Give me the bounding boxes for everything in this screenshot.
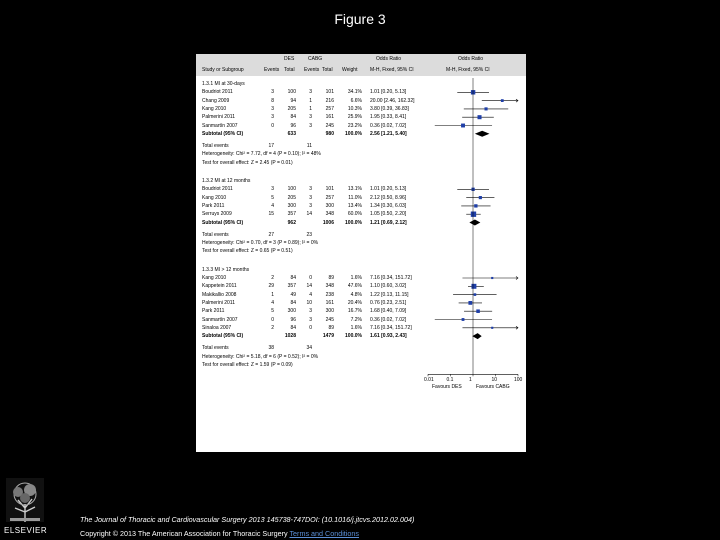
total-cabg: 245 [325, 122, 334, 129]
weight-value: 6.6% [350, 97, 362, 104]
x-tick-label: 1 [469, 377, 472, 384]
study-name: Kang 2010 [202, 105, 227, 112]
events-cabg: 3 [309, 316, 312, 323]
subtotal-diamond [475, 131, 490, 137]
study-name: Kang 2010 [202, 275, 227, 281]
study-name: Park 2011 [202, 202, 225, 209]
subtotal-weight: 100.0% [345, 130, 362, 137]
subtotal-ci: 2.56 [1.21, 5.40] [370, 130, 407, 137]
total-cabg: 348 [325, 211, 334, 218]
total-des: 84 [290, 275, 296, 281]
events-cabg: 1 [309, 105, 312, 112]
events-des: 2 [271, 275, 274, 281]
point-estimate-marker [478, 115, 482, 119]
study-name: Sanmartín 2007 [202, 122, 238, 129]
total-cabg: 348 [325, 283, 334, 290]
odds-ratio-ci: 3.80 [0.39, 36.83] [370, 105, 409, 112]
subtotal-diamond [469, 220, 480, 226]
total-events-label: Total events [202, 231, 229, 238]
weight-value: 20.4% [347, 299, 362, 306]
events-des: 0 [271, 316, 274, 323]
subgroup-heading: 1.3.2 MI at 12 months [202, 178, 251, 184]
total-des: 96 [290, 122, 296, 129]
point-estimate-marker [491, 327, 493, 329]
point-estimate-marker [461, 124, 465, 128]
events-des: 15 [268, 211, 274, 218]
total-cabg: 300 [325, 308, 334, 315]
study-name: Kang 2010 [202, 194, 227, 201]
point-estimate-marker [462, 318, 465, 321]
copyright-text: Copyright © 2013 The American Association for Thoracic Surgery [80, 529, 288, 538]
study-name: Sinaloa 2007 [202, 324, 232, 331]
subtotal-total-cabg: 1479 [322, 333, 334, 340]
events-cabg: 3 [309, 202, 312, 209]
subtotal-total-des: 1028 [284, 333, 296, 340]
total-cabg: 89 [328, 324, 334, 331]
events-cabg: 3 [309, 122, 312, 129]
total-events-des: 38 [268, 345, 274, 352]
heterogeneity-text: Heterogeneity: Chi² = 7.72, df = 4 (P = 0.10); I² = 48% [202, 151, 321, 158]
events-des: 0 [271, 122, 274, 129]
events-cabg: 3 [309, 89, 312, 96]
weight-value: 47.6% [347, 283, 362, 290]
x-tick-label: 0.01 [424, 377, 434, 384]
header-total-cabg: Total [322, 67, 333, 73]
x-tick-label: 100 [514, 377, 523, 384]
events-des: 8 [271, 97, 274, 104]
odds-ratio-ci: 1.68 [0.40, 7.09] [370, 308, 407, 315]
total-cabg: 257 [325, 105, 334, 112]
odds-ratio-ci: 1.95 [0.33, 8.41] [370, 114, 407, 121]
subgroup-heading: 1.3.3 MI > 12 months [202, 266, 250, 273]
header-weight: Weight [342, 67, 358, 73]
events-cabg: 0 [309, 324, 312, 331]
header-mh-text: M-H, Fixed, 95% CI [370, 67, 414, 73]
citation-text: The Journal of Thoracic and Cardiovascular Surgery 2013 145738-747DOI: (10.1016/j.jtcvs.2012.02.004) [80, 515, 415, 524]
events-cabg: 10 [306, 299, 312, 306]
weight-value: 25.9% [347, 114, 362, 121]
total-des: 100 [287, 89, 296, 96]
total-des: 96 [290, 316, 296, 323]
events-cabg: 4 [309, 291, 312, 298]
point-estimate-marker [484, 107, 487, 110]
heterogeneity-text: Heterogeneity: Chi² = 0.70, df = 3 (P = 0.89); I² = 0% [202, 240, 319, 247]
events-cabg: 3 [309, 114, 312, 121]
header-study: Study or Subgroup [202, 67, 244, 73]
subtotal-label: Subtotal (95% CI) [202, 130, 244, 137]
weight-value: 13.1% [347, 186, 362, 193]
weight-value: 60.0% [347, 211, 362, 218]
total-des: 100 [287, 186, 296, 193]
study-name: Park 2011 [202, 308, 225, 315]
header-events-cabg: Events [304, 67, 320, 73]
total-des: 300 [287, 202, 296, 209]
events-cabg: 0 [309, 275, 312, 281]
study-name: Serruys 2009 [202, 211, 232, 218]
subtotal-total-des: 633 [287, 130, 296, 137]
subtotal-ci: 1.21 [0.69, 2.12] [370, 219, 407, 226]
favours-des-label: Favours DES [432, 384, 462, 391]
point-estimate-marker [479, 196, 482, 199]
subtotal-weight: 100.0% [345, 219, 362, 226]
overall-effect-text: Test for overall effect: Z = 2.45 (P = 0.01) [202, 159, 293, 166]
point-estimate-marker [471, 212, 476, 217]
events-des: 3 [271, 186, 274, 193]
header-odds-ratio-text: Odds Ratio [376, 56, 402, 62]
weight-value: 1.6% [350, 275, 362, 281]
header-total-des: Total [284, 67, 295, 73]
odds-ratio-ci: 0.36 [0.02, 7.02] [370, 316, 407, 323]
weight-value: 7.2% [350, 316, 362, 323]
total-events-des: 27 [268, 231, 274, 238]
total-des: 357 [287, 211, 296, 218]
weight-value: 34.1% [347, 89, 362, 96]
odds-ratio-ci: 20.00 [2.46, 162.32] [370, 97, 415, 104]
total-des: 84 [290, 324, 296, 331]
subgroup-heading: 1.3.1 MI at 30-days [202, 81, 245, 87]
odds-ratio-ci: 1.22 [0.13, 11.15] [370, 291, 409, 298]
favours-cabg-label: Favours CABG [476, 384, 510, 391]
subtotal-diamond [472, 333, 481, 339]
events-des: 4 [271, 299, 274, 306]
odds-ratio-ci: 1.34 [0.30, 6.03] [370, 202, 407, 209]
header-mh-plot: M-H, Fixed, 95% CI [446, 67, 490, 73]
total-des: 84 [290, 299, 296, 306]
odds-ratio-ci: 1.01 [0.20, 5.13] [370, 186, 407, 193]
elsevier-logo-text: ELSEVIER [4, 526, 48, 535]
events-des: 29 [268, 283, 274, 290]
total-des: 205 [287, 105, 296, 112]
overall-effect-text: Test for overall effect: Z = 0.65 (P = 0.51) [202, 248, 293, 255]
total-cabg: 216 [325, 97, 334, 104]
events-des: 1 [271, 291, 274, 298]
header-events-des: Events [264, 67, 280, 73]
subtotal-ci: 1.61 [0.93, 2.43] [370, 333, 407, 340]
total-cabg: 101 [325, 89, 334, 96]
total-des: 357 [287, 283, 296, 290]
x-tick-label: 10 [491, 377, 498, 384]
events-des: 2 [271, 324, 274, 331]
total-cabg: 161 [325, 114, 334, 121]
point-estimate-marker [471, 284, 476, 289]
odds-ratio-ci: 0.36 [0.02, 7.02] [370, 122, 407, 129]
weight-value: 13.4% [347, 202, 362, 209]
heterogeneity-text: Heterogeneity: Chi² = 5.18, df = 6 (P = 0.52); I² = 0% [202, 353, 319, 360]
weight-value: 4.8% [350, 291, 362, 298]
total-events-label: Total events [202, 143, 229, 150]
study-name: Sanmartín 2007 [202, 316, 238, 323]
terms-link[interactable]: Terms and Conditions [289, 529, 359, 538]
study-name: Kappetein 2011 [202, 283, 237, 290]
header-des: DES [284, 56, 295, 62]
total-cabg: 245 [325, 316, 334, 323]
odds-ratio-ci: 1.10 [0.60, 3.02] [370, 283, 407, 290]
subtotal-total-des: 962 [287, 219, 296, 226]
events-cabg: 14 [306, 283, 312, 290]
point-estimate-marker [474, 293, 477, 296]
total-cabg: 257 [325, 194, 334, 201]
odds-ratio-ci: 7.16 [0.34, 151.72] [370, 275, 412, 281]
total-cabg: 238 [325, 291, 334, 298]
odds-ratio-ci: 1.01 [0.20, 5.13] [370, 89, 407, 96]
study-name: Boudriot 2011 [202, 89, 233, 96]
weight-value: 23.2% [347, 122, 362, 129]
study-name: Chang 2009 [202, 97, 230, 104]
point-estimate-marker [468, 301, 472, 305]
events-cabg: 1 [309, 97, 312, 104]
total-events-cabg: 23 [306, 231, 312, 238]
total-des: 205 [287, 194, 296, 201]
forest-plot-figure [196, 54, 526, 452]
total-events-des: 17 [268, 143, 274, 150]
figure-title: Figure 3 [334, 11, 386, 27]
total-cabg: 161 [325, 299, 334, 306]
total-cabg: 101 [325, 186, 334, 193]
odds-ratio-ci: 2.12 [0.50, 8.96] [370, 194, 407, 201]
citation-line [80, 515, 414, 524]
events-des: 5 [271, 194, 274, 201]
weight-value: 10.3% [347, 105, 362, 112]
subtotal-total-cabg: 1006 [322, 219, 334, 226]
weight-value: 11.0% [348, 194, 362, 201]
odds-ratio-ci: 1.05 [0.50, 2.20] [370, 211, 407, 218]
point-estimate-marker [474, 204, 477, 207]
events-cabg: 3 [309, 308, 312, 315]
subtotal-label: Subtotal (95% CI) [202, 219, 244, 226]
total-cabg: 300 [325, 202, 334, 209]
total-events-label: Total events [202, 345, 229, 352]
events-cabg: 3 [309, 186, 312, 193]
total-des: 84 [290, 114, 296, 121]
events-des: 3 [271, 105, 274, 112]
header-odds-ratio-plot: Odds Ratio [458, 56, 484, 62]
point-estimate-marker [491, 277, 493, 279]
copyright-line [80, 529, 359, 538]
odds-ratio-ci: 0.76 [0.23, 2.51] [370, 299, 407, 306]
total-events-cabg: 11 [306, 143, 312, 150]
subtotal-weight: 100.0% [345, 333, 362, 340]
events-des: 5 [271, 308, 274, 315]
events-cabg: 14 [306, 211, 312, 218]
overall-effect-text: Test for overall effect: Z = 1.59 (P = 0.09) [202, 362, 293, 368]
events-des: 3 [271, 89, 274, 96]
events-des: 4 [271, 202, 274, 209]
total-des: 300 [287, 308, 296, 315]
subtotal-label: Subtotal (95% CI) [202, 333, 244, 340]
total-events-cabg: 34 [306, 345, 312, 352]
total-des: 94 [290, 97, 296, 104]
point-estimate-marker [476, 309, 480, 313]
study-name: Makikallio 2008 [202, 291, 237, 298]
odds-ratio-ci: 7.16 [0.34, 151.72] [370, 324, 412, 331]
study-name: Palmerini 2011 [202, 114, 235, 121]
point-estimate-marker [501, 99, 504, 102]
total-des: 49 [290, 291, 296, 298]
study-name: Palmerini 2011 [202, 299, 235, 306]
x-tick-label: 0.1 [446, 377, 454, 384]
header-cabg: CABG [308, 56, 323, 62]
study-name: Boudriot 2011 [202, 186, 233, 193]
events-cabg: 3 [309, 194, 312, 201]
subtotal-total-cabg: 980 [325, 130, 334, 137]
events-des: 3 [271, 114, 274, 121]
weight-value: 1.6% [350, 324, 362, 331]
weight-value: 16.7% [347, 308, 362, 315]
total-cabg: 89 [328, 275, 334, 281]
